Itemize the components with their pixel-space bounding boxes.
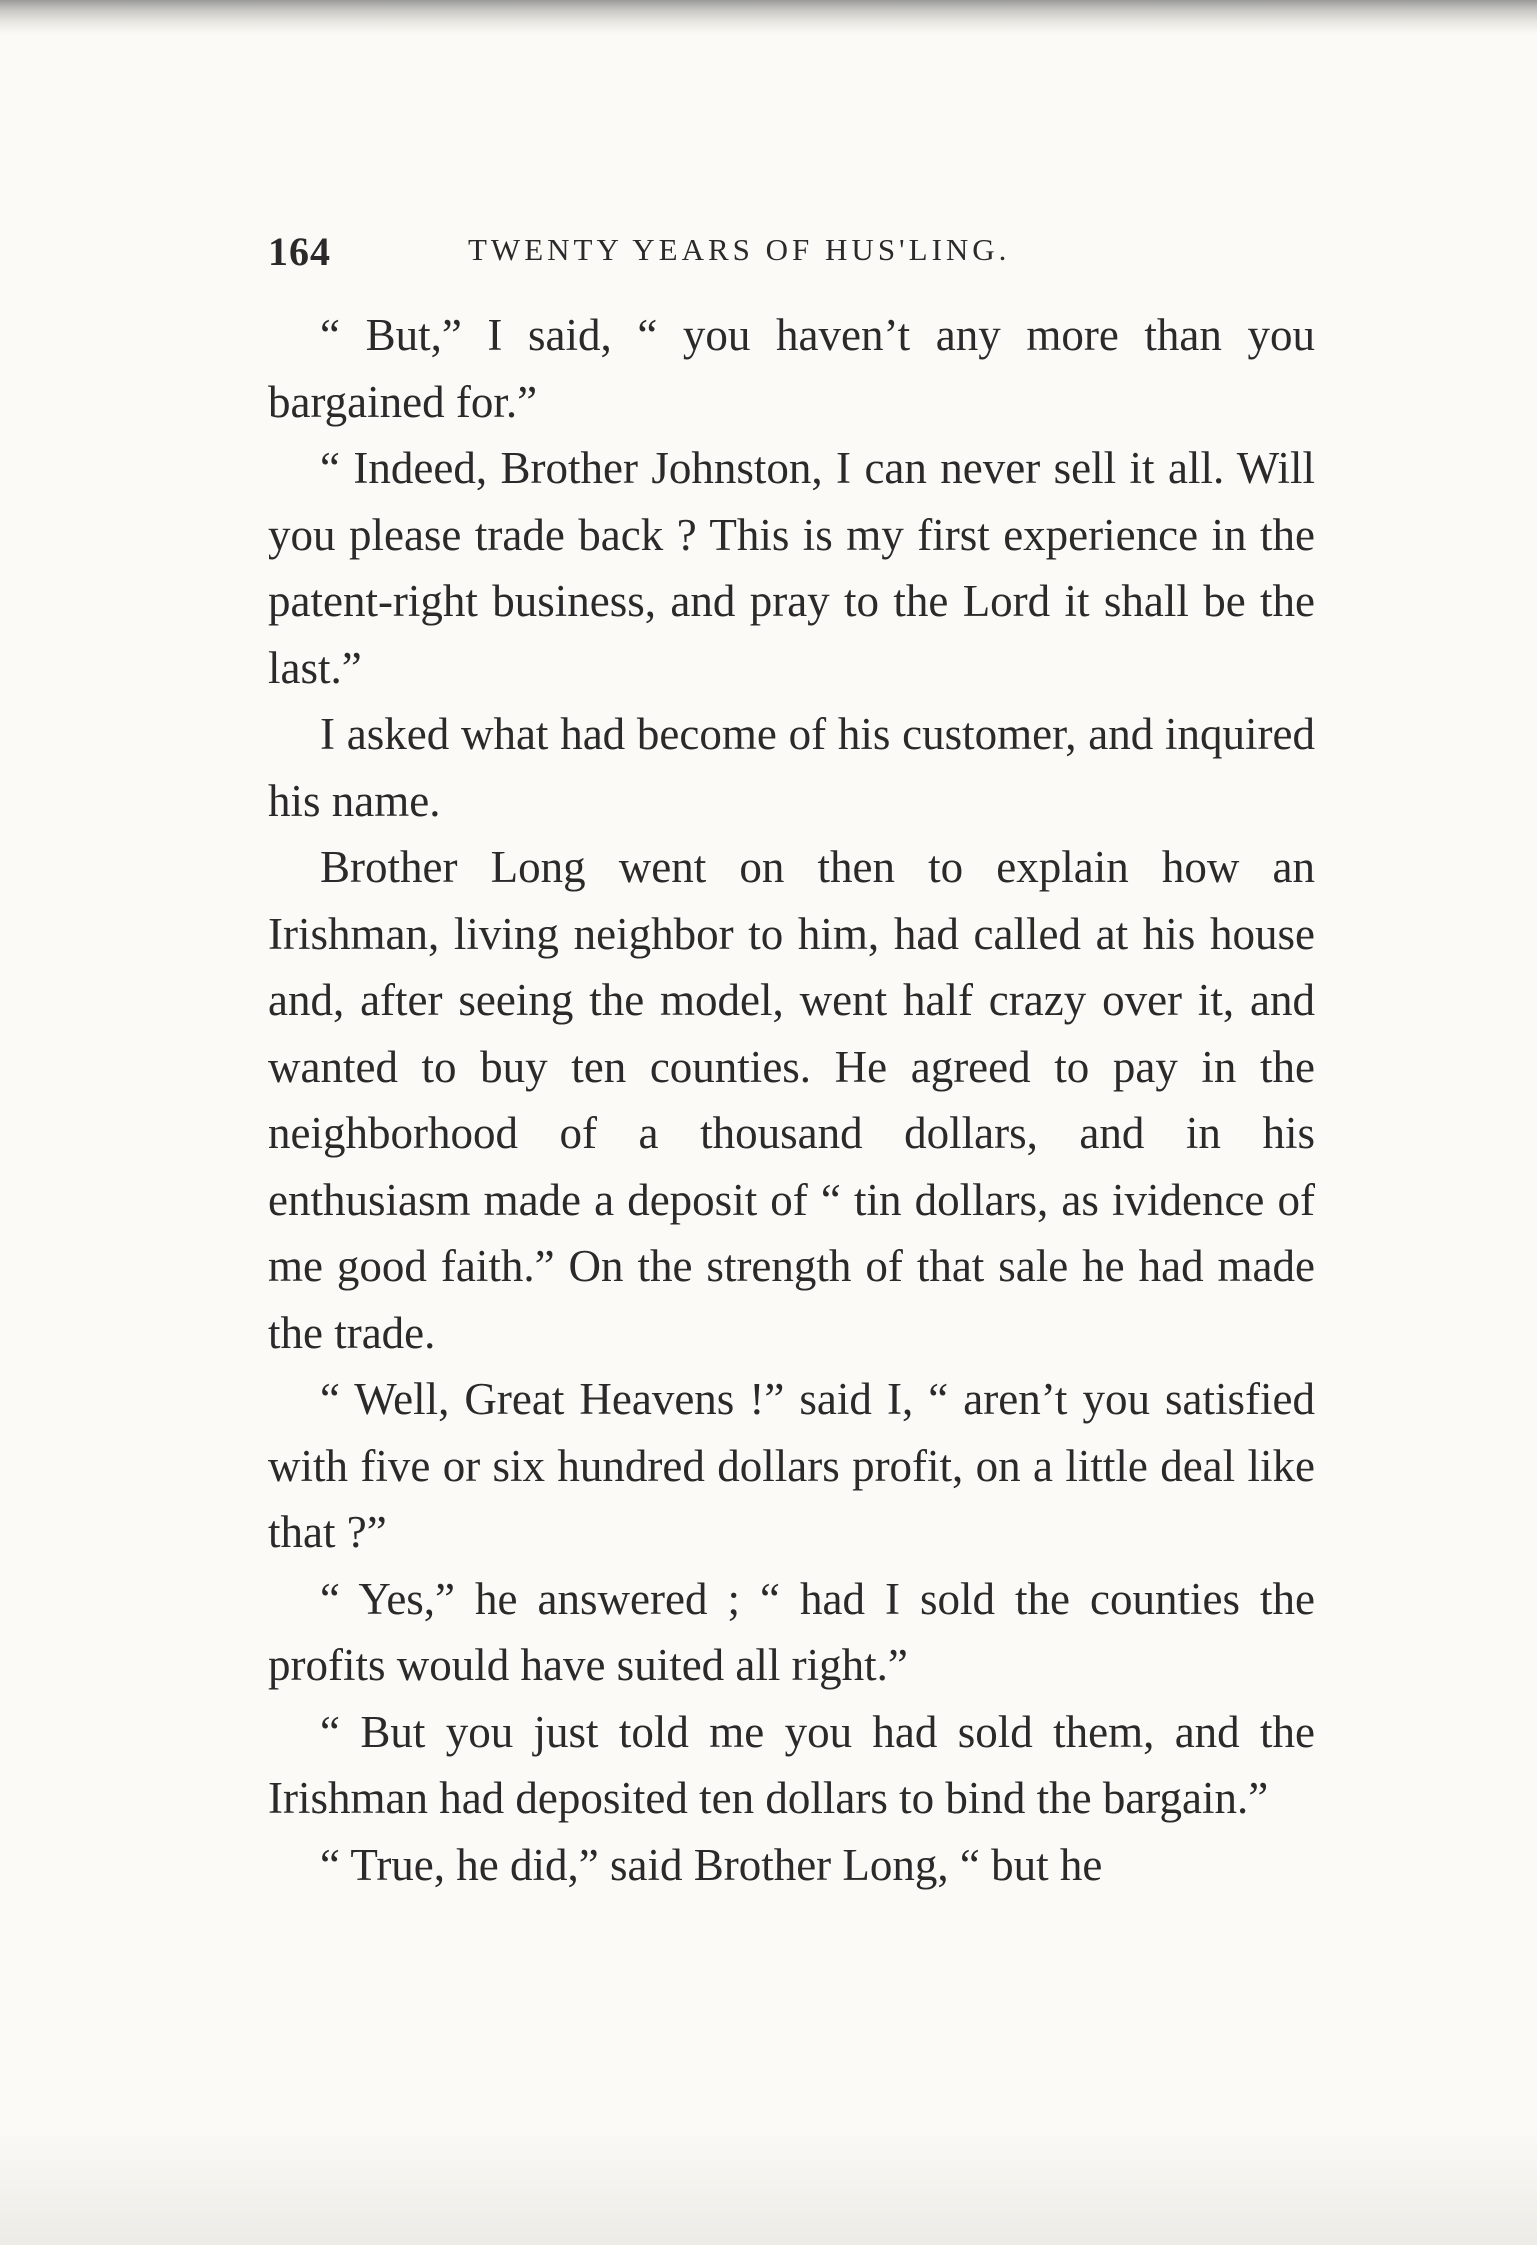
scan-top-edge [0,0,1537,34]
paragraph: “ Yes,” he answered ; “ had I sold the counties the profits would have suited all right.” [268,1573,1315,1690]
paragraph: “ But,” I said, “ you haven’t any more than you bargained for.” [268,310,1315,427]
book-page [268,228,1315,1898]
paragraph: “ Indeed, Brother Johnston, I can never sell it all. Will you please trade back ? This is my first experience in the patent-right business, and pray to the Lord it shall be the last.” [268,443,1315,693]
paragraph: I asked what had become of his customer, and inquired his name. [268,709,1315,826]
page-number: 164 [268,229,331,274]
paragraph: Brother Long went on then to explain how an Irishman, living neighbor to him, had called at his house and, after seeing the model, went half crazy over it, and wanted to buy ten counties. He agreed to pay in the neighborhood of a thousand dollars, and in his enthusiasm made a deposit of “ tin dollars, as ividence of me good faith.” On the strength of that sale he had made the trade. [268,842,1315,1358]
body-text [268,302,1315,1898]
scan-bottom-edge [0,2125,1537,2245]
paragraph: “ Well, Great Heavens !” said I, “ aren’t you satisfied with five or six hundred dollars profit, on a little deal like that ?” [268,1374,1315,1557]
paragraph: “ But you just told me you had sold them, and the Irishman had deposited ten dollars to bind the bargain.” [268,1706,1315,1823]
paragraph: “ True, he did,” said Brother Long, “ but he [320,1839,1103,1890]
running-head [268,228,1315,278]
running-title: TWENTY YEARS OF HUS'LING. [468,232,1011,267]
